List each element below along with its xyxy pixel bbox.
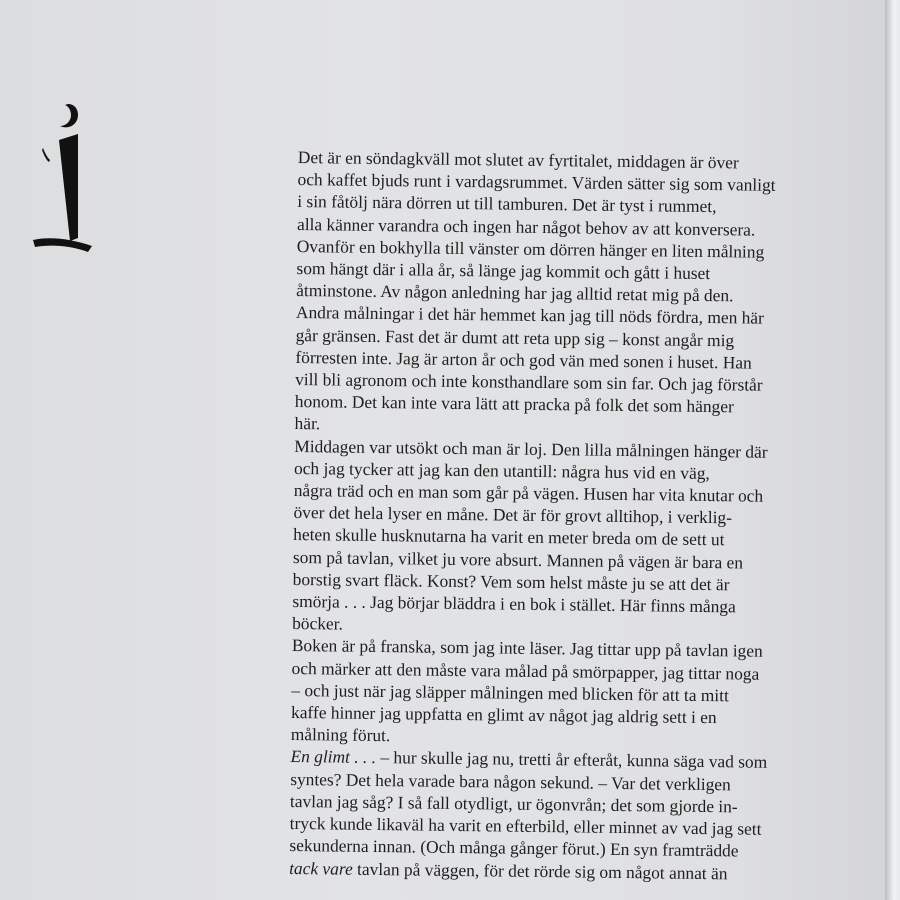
text-line: målning förut. — [290, 724, 391, 746]
text-line: böcker. — [292, 613, 343, 634]
page-edge — [885, 0, 900, 900]
text-line: honom. Det kan inte vara lätt att pracka på folk det som hänger — [294, 391, 734, 417]
body-text — [289, 146, 868, 886]
text-line: – och just när jag släpper målningen med blicken för att ta mitt — [291, 679, 729, 706]
text-line: i sin fåtölj nära dörren ut till tamburen. Det är tyst i rummet, — [297, 191, 717, 217]
text-line: Det är en söndagkväll mot slutet av fyrtitalet, middagen är över — [297, 146, 739, 173]
decorative-initial-letter — [30, 100, 100, 265]
text-line-rest: – hur skulle jag nu, tretti år efteråt, kunna säga vad som — [380, 747, 768, 773]
text-line: förresten inte. Jag är arton år och god vän med sonen i huset. Han — [295, 346, 752, 373]
text-line: kaffe hinner jag uppfatta en glimt av något jag aldrig sett i en — [290, 702, 717, 728]
text-line: åtminstone. Av någon anledning har jag alltid retat mig på den. — [296, 280, 734, 306]
text-line: tryck kunde likaväl ha varit en efterbild, eller minnet av vad jag sett — [289, 813, 762, 839]
text-line: och kaffet bjuds runt i vardagsrummet. Värden sätter sig som vanligt — [297, 169, 776, 196]
text-line: syntes? Det hela varade bara någon sekund. – Var det verkligen — [290, 768, 731, 795]
italic-phrase: tack vare — [289, 857, 353, 879]
text-line: smörja . . . Jag börjar bläddra i en bok i stället. Här finns många — [292, 591, 736, 617]
text-line: och märker att den måste vara målad på smörpapper, jag tittar noga — [291, 657, 760, 684]
text-line: Ovanför en bokhylla till vänster om dörren hänger en liten målning — [296, 235, 765, 262]
text-line: tavlan jag såg? I så fall otydligt, ur ögonvrån; det som gjorde in- — [289, 790, 738, 817]
text-line: över det hela lyser en måne. Det är för grovt alltihop, i verklig- — [293, 502, 733, 528]
text-line: sekunderna innan. (Och många gånger förut.) En syn framträdde — [289, 835, 739, 861]
text-line: som hängt där i alla år, så länge jag kommit och gått i huset — [296, 258, 711, 284]
text-line: här. — [294, 413, 321, 434]
text-line: vill bli agronom och inte konsthandlare som sin far. Och jag förstår — [295, 369, 763, 395]
text-line: går gränsen. Fast det är dumt att reta upp sig – konst angår mig — [295, 324, 735, 350]
text-line: heten skulle husknutarna ha varit en meter breda om de sett ut — [293, 524, 725, 550]
text-line: borstig svart fläck. Konst? Vem som helst måste ju se att det är — [292, 568, 730, 595]
text-line-rest: tavlan på väggen, för det rörde sig om något annat än — [356, 858, 728, 883]
text-line: några träd och en man som går på vägen. Husen har vita knutar och — [293, 480, 764, 506]
text-line: som på tavlan, vilket ju vore absurt. Mannen på vägen är bara en — [292, 546, 744, 573]
text-line: Middagen var utsökt och man är loj. Den lilla målningen hänger där — [294, 435, 768, 462]
text-line: Andra målningar i det här hemmet kan jag till nöds fördra, men här — [295, 302, 765, 329]
text-line: alla känner varandra och ingen har något behov av att konversera. — [296, 213, 756, 240]
italic-phrase: En glimt . . . — [290, 746, 377, 768]
text-line: och jag tycker att jag kan den utantill: några hus vid en väg, — [293, 457, 710, 483]
text-line: Boken är på franska, som jag inte läser. Jag tittar upp på tavlan igen — [291, 635, 763, 662]
